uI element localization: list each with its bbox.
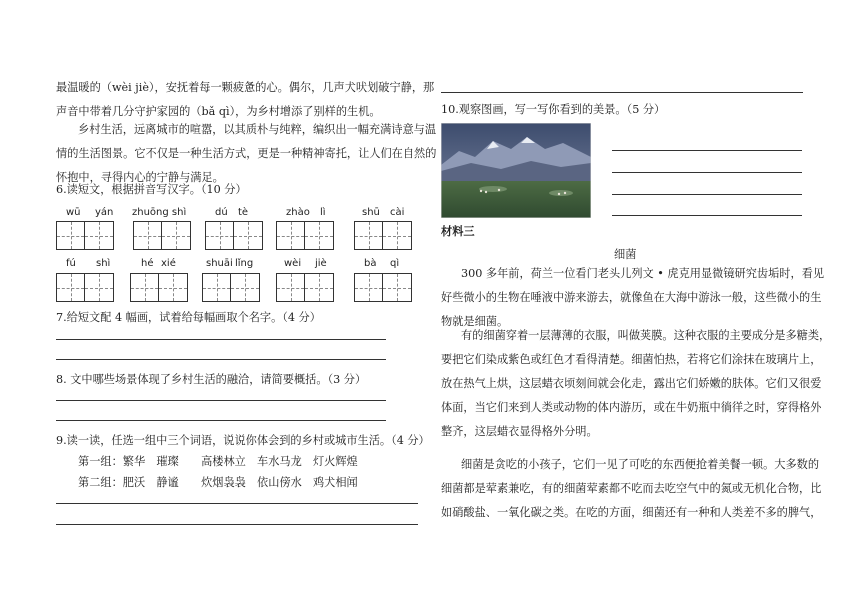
pinyin-label: shì: [96, 258, 111, 269]
writing-box[interactable]: [305, 273, 334, 302]
landscape-picture: [441, 123, 591, 218]
answer-line[interactable]: [56, 524, 418, 525]
text-line: 体面，当它们来到人类或动物的体内游历，或在牛奶瓶中徜徉之时，穿得格外: [441, 401, 822, 414]
pinyin-label: lì: [320, 207, 326, 218]
pinyin-label: shū: [362, 207, 380, 218]
writing-box[interactable]: [354, 221, 383, 250]
writing-box[interactable]: [85, 221, 114, 250]
pinyin-label: qì: [390, 258, 400, 269]
tianzige-group[interactable]: [354, 221, 412, 250]
answer-line[interactable]: [56, 339, 386, 340]
pinyin-label: xié: [161, 258, 176, 269]
tianzige-group[interactable]: [276, 221, 334, 250]
writing-box[interactable]: [56, 273, 85, 302]
writing-box[interactable]: [276, 273, 305, 302]
answer-line[interactable]: [612, 150, 802, 151]
writing-box[interactable]: [234, 221, 263, 250]
writing-box[interactable]: [354, 273, 383, 302]
writing-box[interactable]: [133, 221, 162, 250]
question-6: 6.读短文，根据拼音写汉字。（10 分）: [56, 183, 247, 196]
question-9: 9.读一读，任选一组中三个词语，说说你体会到的乡村或城市生活。（4 分）: [56, 434, 430, 447]
article-paragraph-2: [441, 324, 830, 444]
pinyin-label: bà: [364, 258, 377, 269]
writing-box[interactable]: [130, 273, 159, 302]
writing-box[interactable]: [56, 221, 85, 250]
article-paragraph-3: [441, 453, 821, 525]
writing-box[interactable]: [159, 273, 188, 302]
writing-box[interactable]: [162, 221, 191, 250]
text-line: 怀抱中，寻得内心的宁静与满足。: [56, 171, 224, 184]
answer-line[interactable]: [612, 194, 802, 195]
pinyin-label: zhào: [286, 207, 310, 218]
answer-line[interactable]: [612, 215, 802, 216]
answer-line[interactable]: [56, 420, 386, 421]
word-group-2: 第二组：肥沃 静谧 炊烟袅袅 依山傍水 鸡犬相闻: [78, 476, 358, 489]
tianzige-group[interactable]: [133, 221, 191, 250]
tianzige-group[interactable]: [56, 221, 114, 250]
pinyin-label: yán: [95, 207, 114, 218]
tianzige-group[interactable]: [56, 273, 114, 302]
pinyin-label: fú: [66, 258, 76, 269]
text-line: 最温暖的（wèi jiè），安抚着每一颗疲惫的心。偶尔，几声犬吠划破宁静，那: [56, 81, 435, 94]
answer-line[interactable]: [56, 400, 386, 401]
pinyin-label: lǐng: [235, 258, 254, 269]
pinyin-label: zhuōng shì: [132, 207, 187, 218]
writing-box[interactable]: [231, 273, 260, 302]
question-7: 7.给短文配 4 幅画，试着给每幅画取个名字。（4 分）: [56, 311, 321, 324]
question-8: 8. 文中哪些场景体现了乡村生活的融洽，请简要概括。（3 分）: [56, 373, 367, 386]
paragraph-2: [56, 118, 436, 190]
tianzige-group[interactable]: [276, 273, 334, 302]
text-line: 物就是细菌。: [441, 315, 509, 328]
tianzige-group[interactable]: [205, 221, 263, 250]
article-title: 细菌: [614, 248, 637, 261]
writing-box[interactable]: [305, 221, 334, 250]
writing-box[interactable]: [383, 221, 412, 250]
text-line: 放在热气上烘，这层蜡衣顷刻间就会化走，露出它们娇嫩的肤体。它们又很爱: [441, 377, 822, 390]
answer-line[interactable]: [612, 172, 802, 173]
text-line: 如硝酸盐、一氧化碳之类。在吃的方面，细菌还有一种和人类差不多的脾气，: [441, 506, 822, 519]
pinyin-label: dú: [215, 207, 228, 218]
tianzige-group[interactable]: [354, 273, 412, 302]
writing-box[interactable]: [276, 221, 305, 250]
writing-box[interactable]: [202, 273, 231, 302]
tianzige-group[interactable]: [202, 273, 260, 302]
answer-line[interactable]: [441, 92, 803, 93]
text-line: 好些微小的生物在唾液中游来游去，就像鱼在大海中游泳一般，这些微小的生: [441, 291, 822, 304]
paragraph-1: [56, 76, 434, 124]
text-line: 乡村生活，远离城市的喧嚣，以其质朴与纯粹，编织出一幅充满诗意与温: [78, 123, 437, 136]
tianzige-group[interactable]: [130, 273, 188, 302]
text-line: 细菌是贪吃的小孩子，它们一见了可吃的东西便抢着美餐一顿。大多数的: [461, 458, 820, 471]
text-line: 300 多年前，荷兰一位看门老头儿列文 • 虎克用显微镜研究齿垢时，看见: [461, 267, 825, 280]
writing-box[interactable]: [205, 221, 234, 250]
material-heading: 材料三: [441, 224, 475, 238]
pinyin-label: hé: [141, 258, 154, 269]
pinyin-label: wèi: [284, 258, 302, 269]
text-line: 要把它们染成紫色或红色才看得清楚。细菌怕热，若将它们涂抹在玻璃片上，: [441, 353, 822, 366]
text-line: 细菌都是荤素兼吃，有的细菌荤素都不吃而去吃空气中的氮或无机化合物，比: [441, 482, 822, 495]
word-group-1: 第一组：繁华 璀璨 高楼林立 车水马龙 灯火辉煌: [78, 455, 358, 468]
writing-box[interactable]: [383, 273, 412, 302]
pinyin-label: wū: [66, 207, 81, 218]
pinyin-label: cài: [390, 207, 405, 218]
pinyin-label: jiè: [315, 258, 327, 269]
writing-box[interactable]: [85, 273, 114, 302]
text-line: 声音中带着几分守护家园的（bǎ qì），为乡村增添了别样的生机。: [56, 105, 381, 118]
question-10: 10.观察图画，写一写你看到的美景。（5 分）: [441, 103, 666, 116]
text-line: 有的细菌穿着一层薄薄的衣服，叫做荚膜。这种衣服的主要成分是多糖类，: [461, 329, 831, 342]
pinyin-label: shuāi: [206, 258, 233, 269]
text-line: 情的生活图景。它不仅是一种生活方式，更是一种精神寄托，让人们在自然的: [56, 147, 437, 160]
answer-line[interactable]: [56, 503, 418, 504]
answer-line[interactable]: [56, 359, 386, 360]
text-line: 整齐，这层蜡衣显得格外分明。: [441, 425, 598, 438]
pinyin-label: tè: [238, 207, 249, 218]
